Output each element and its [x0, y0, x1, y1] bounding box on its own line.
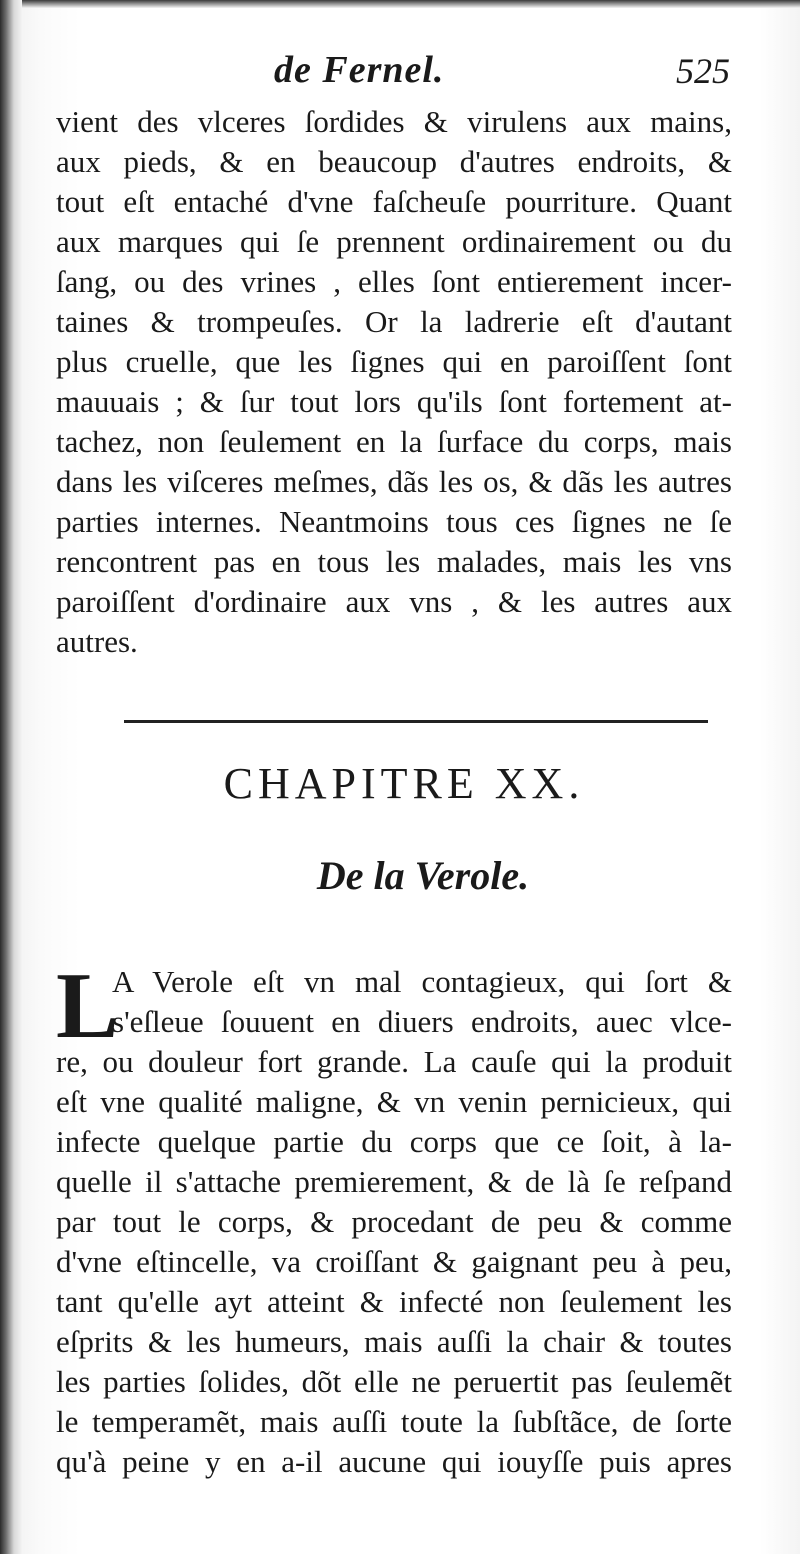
- text-line: parties internes. Neantmoins tous ces ſignes ne ſe: [56, 504, 732, 539]
- text-line: quelle il s'attache premierement, & de là ſe reſpand: [56, 1164, 732, 1199]
- text-line: taines & trompeuſes. Or la ladrerie eſt d'autant: [56, 304, 732, 339]
- page-number: 525: [676, 51, 730, 91]
- text-line: les parties ſolides, dõt elle ne peruertit pas ſeulemẽt: [56, 1364, 732, 1399]
- text-line: tachez, non ſeulement en la ſurface du corps, mais: [56, 424, 732, 459]
- text-line: paroiſſent d'ordinaire aux vns , & les autres aux: [56, 584, 732, 619]
- text-line: mauuais ; & ſur tout lors qu'ils ſont fortement at-: [56, 384, 732, 419]
- text-line: tant qu'elle ayt atteint & infecté non ſeulement les: [56, 1284, 732, 1319]
- text-line: vient des vlceres ſordides & virulens aux mains,: [56, 104, 732, 139]
- drop-cap: L: [56, 954, 119, 1058]
- chapter-title: CHAPITRE XX.: [223, 759, 585, 808]
- text-line: rencontrent pas en tous les malades, mais les vns: [56, 544, 732, 579]
- text-line: infecte quelque partie du corps que ce ſoit, à la-: [56, 1124, 732, 1159]
- page-header: [58, 48, 730, 98]
- text-line: d'vne eſtincelle, va croiſſant & gaignant peu à peu,: [56, 1244, 732, 1279]
- text-line: A Verole eſt vn mal contagieux, qui ſort &: [112, 964, 732, 999]
- text-line: autres.: [56, 624, 138, 659]
- text-line: eſt vne qualité maligne, & vn venin pernicieux, qui: [56, 1084, 732, 1119]
- chapter-subtitle: De la Verole.: [316, 853, 530, 898]
- section-divider: [124, 720, 708, 723]
- text-line: s'eſleue ſouuent en diuers endroits, auec vlce-: [112, 1004, 732, 1039]
- text-line: tout eſt entaché d'vne faſcheuſe pourriture. Quant: [56, 184, 732, 219]
- text-line: dans les viſceres meſmes, dãs les os, & dãs les autres: [56, 464, 732, 499]
- text-line: qu'à peine y en a-il aucune qui iouyſſe puis apres: [56, 1444, 732, 1479]
- text-line: par tout le corps, & procedant de peu & comme: [56, 1204, 732, 1239]
- paragraph-2: [56, 954, 732, 1482]
- text-line: le temperamẽt, mais auſſi toute la ſubſtãce, de ſorte: [56, 1404, 732, 1439]
- text-line: eſprits & les humeurs, mais auſſi la chair & toutes: [56, 1324, 732, 1359]
- text-line: aux marques qui ſe prennent ordinairement ou du: [56, 224, 732, 259]
- paragraph-1: [56, 102, 732, 662]
- text-line: aux pieds, & en beaucoup d'autres endroits, &: [56, 144, 732, 179]
- text-line: ſang, ou des vrines , elles ſont entierement incer-: [56, 264, 732, 299]
- running-head: de Fernel.: [274, 49, 445, 91]
- text-line: re, ou douleur fort grande. La cauſe qui la produit: [56, 1044, 732, 1079]
- text-line: plus cruelle, que les ſignes qui en paroiſſent ſont: [56, 344, 732, 379]
- page-top-edge: [0, 0, 800, 8]
